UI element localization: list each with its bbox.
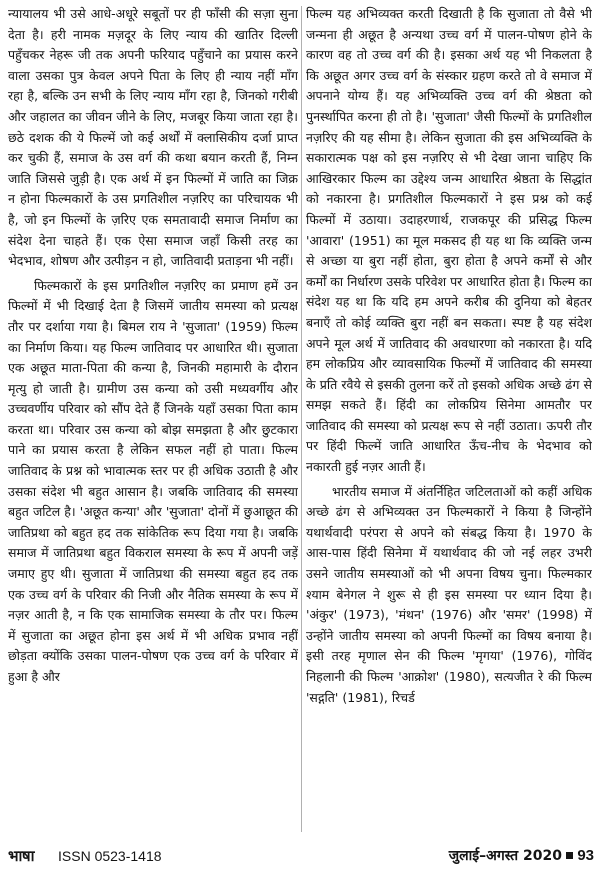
issn-number: ISSN 0523-1418 xyxy=(58,848,162,864)
left-paragraph-1: न्यायालय भी उसे आधे-अधूरे सबूतों पर ही फाँसी की सज़ा सुना देता है। हरी नामक मज़दूर के लिए न्याय की खातिर दिल्ली पहुँचकर नेहरू जी तक अपनी फरियाद पहुँचाने का प्रयास करने वाला उसका पुत्र केवल अपने पिता के लिए ही न्याय नहीं माँग रहा है, बल्कि उन सभी के लिए न्याय माँग रहा है, जिनको गरीबी और जहालत का जीवन जीने के लिए, मजबूर किया जाता रहा है। छठे दशक की ये फिल्में जो कई अर्थों में क्लासिकीय दर्जा प्राप्त कर चुकी हैं, समाज के उस वर्ग की कथा बयान करती हैं, निम्न जाति जिससे जुड़ी है। एक अर्थ में इन फिल्मों में जाति का जिक्र न होना फिल्मकारों के उस प्रगतिशील नज़रिए का परिचायक भी है, जो इन फिल्मों के ज़रिए एक समतावादी समाज निर्माण का संदेश देना चाहते हैं। एक ऐसा समाज जहाँ किसी तरह का भेदभाव, शोषण और उत्पीड़न न हो, जातिवादी प्रताड़ना भी नहीं। xyxy=(8,6,298,269)
left-paragraph-2: फिल्मकारों के इस प्रगतिशील नज़रिए का प्रमाण हमें उन फिल्मों में भी दिखाई देता है जिसमें जातीय समस्या को प्रत्यक्ष तौर पर दर्शाया गया है। बिमल राय ने 'सुजाता' (1959) फिल्म का निर्माण किया। यह फिल्म जातिवाद पर आधारित थी। सुजाता एक अछूत माता-पिता की कन्या है, जिनकी महामारी के दौरान मृत्यु हो जाती है। ग्रामीण उस कन्या को उसी मध्यवर्गीय और उच्चवर्णीय परिवार को सौंप देते हैं जिनके यहाँ उसका पिता काम करता था। परिवार उस कन्या को बोझ समझता है और छुटकारा पाने का प्रयास करता है लेकिन सफल नहीं हो पाता। फिल्म जातिवाद के प्रश्न को भावात्मक स्तर पर ही अधिक उठाती है और उसका संदेश भी बहुत आसान है। जबकि जातिवाद की समस्या बहुत जटिल है। 'अछूत कन्या' और 'सुजाता' दोनों में छुआछूत की जातिप्रथा को बहुत हद तक सांकेतिक रूप दिया गया है। जबकि समाज में जातिप्रथा बहुत विकराल समस्या के रूप में अपनी जड़ें जमाए हुए थी। सुजाता में जातिप्रथा की समस्या बहुत हद तक एक उच्च वर्ग के परिवार की निजी और नैतिक समस्या के रूप में नज़र आती है, न कि एक सामाजिक समस्या के तौर पर। फिल्म में सुजाता का अछूत होना इस अर्थ में भी अधिक प्रभाव नहीं छोड़ता क्योंकि उसका पालन-पोषण एक उच्च वर्ग के परिवार में हुआ है और xyxy=(8,277,298,684)
issue-date: जुलाई–अगस्त 2020 xyxy=(448,848,562,864)
column-divider xyxy=(301,6,302,832)
right-column xyxy=(306,4,592,836)
left-column xyxy=(8,4,298,836)
square-bullet-icon xyxy=(566,852,573,859)
right-paragraph-1: फिल्म यह अभिव्यक्त करती दिखाती है कि सुजाता तो वैसे भी जन्मना ही अछूत है अन्यथा उच्च वर्ग में पालन-पोषण होने के कारण वह तो उच्च वर्ग की है। इसका अर्थ यह भी निकलता है कि अछूत अगर उच्च वर्ग के संस्कार ग्रहण करते तो वे समाज में अपनाने योग्य हैं। यह अभिव्यक्ति उच्च वर्ग की श्रेष्ठता को पुनर्स्थापित करना ही तो है। 'सुजाता' जैसी फिल्मों के प्रगतिशील नज़रिए की यह सीमा है। लेकिन सुजाता की इस अभिव्यक्ति के सकारात्मक पक्ष को इस नज़रिए से भी देखा जाना चाहिए कि आखिरकार फिल्म का उद्देश्य जन्म आधारित श्रेष्ठता के सिद्धांत को नकारना है। प्रगतिशील फिल्मकारों ने इस प्रश्न को कई फिल्मों में उठाया। उदाहरणार्थ, राजकपूर की प्रसिद्ध फिल्म 'आवारा' (1951) का मूल मकसद ही यह था कि व्यक्ति जन्म से अच्छा या बुरा नहीं होता, बुरा होता है अपने कर्मों से और कर्मों का निर्धारण उसके परिवेश पर आधारित होता है। फिल्म का संदेश यह था कि यदि हम अपने करीब की दुनिया को बेहतर बनाएँ तो कोई व्यक्ति बुरा नहीं बन सकता। स्पष्ट है यह संदेश अपने मूल अर्थ में जातिवाद की अवधारणा को नकारता है। यदि हम लोकप्रिय और व्यावसायिक फिल्मों में जातिवाद की समस्या के प्रति रवैये से इसकी तुलना करें तो इसको अधिक अच्छे ढंग से समझ सकते हैं। हिंदी का लोकप्रिय सिनेमा आमतौर पर जातिवाद की समस्या को प्रत्यक्ष रूप से नहीं उठाता। ऊपरी तौर पर हिंदी फिल्में जाति आधारित ऊँच-नीच के भेदभाव को नकारती हुई नज़र आती हैं। xyxy=(306,6,592,475)
right-paragraph-2: भारतीय समाज में अंतर्निहित जटिलताओं को कहीं अधिक अच्छे ढंग से अभिव्यक्त उन फिल्मकारों ने किया है जिन्होंने यथार्थवादी परंपरा से अपने को संबद्ध किया है। 1970 के आस-पास हिंदी सिनेमा में यथार्थवाद की जो नई लहर उभरी उसने जातीय समस्याओं को भी अपना विषय चुना। फिल्मकार श्याम बेनेगल ने शुरू से ही इस समस्या पर ध्यान दिया है। 'अंकुर' (1973), 'मंथन' (1976) और 'समर' (1998) में उन्होंने जातीय समस्या को अपनी फिल्मों का विषय बनाया है। इसी तरह मृणाल सेन की फिल्म 'मृगया' (1976), गोविंद निहलानी की फिल्म 'आक्रोश' (1980), सत्यजीत रे की फिल्म 'सद्गति' (1981), रिचर्ड xyxy=(306,483,592,705)
masthead-logo: भाषा xyxy=(8,847,34,865)
page-number: 93 xyxy=(577,847,594,864)
page-footer xyxy=(0,842,600,872)
